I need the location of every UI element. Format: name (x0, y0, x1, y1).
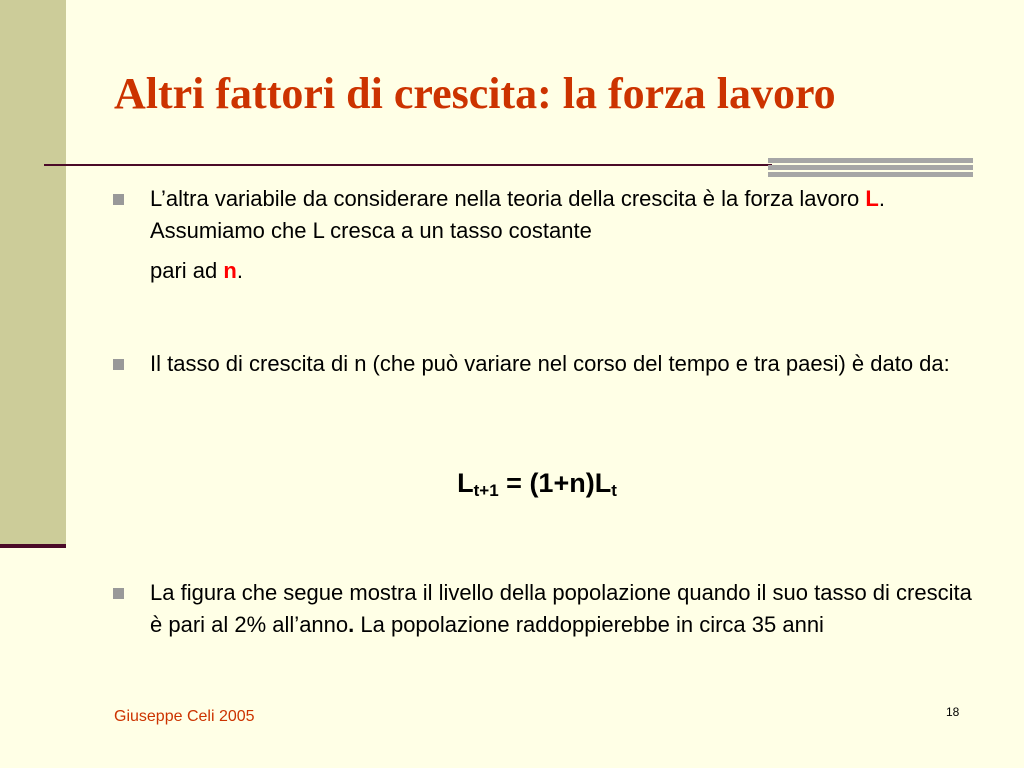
formula-part: L (457, 468, 474, 498)
bullet-population-figure (113, 577, 973, 641)
gray-bar (768, 158, 973, 163)
slide-title: Altri fattori di crescita: la forza lavoro (114, 69, 836, 118)
formula-subscript: t (611, 481, 617, 500)
bullet-text-part: . (348, 612, 355, 637)
bullet-text (150, 183, 973, 287)
bullet-text-part: La popolazione raddoppierebbe in circa 35 anni (354, 612, 824, 637)
formula-part: = (1+n)L (498, 468, 612, 498)
bullet-text-part: . Assumiamo che L cresca a un tasso costante (150, 186, 885, 243)
bullet-text-part: . (236, 258, 243, 283)
bullet-text-part: La figura che segue mostra il livello della popolazione quando il suo tasso di crescita è pari al 2% all’anno (150, 580, 972, 637)
bullet-text (150, 577, 973, 641)
decorative-gray-bars (768, 158, 973, 179)
gray-bar (768, 172, 973, 177)
left-band-edge-line (0, 544, 66, 548)
gray-bar (768, 165, 973, 170)
bullet-text-part: pari ad (150, 258, 224, 283)
highlight-L: L (865, 186, 879, 211)
page-number: 18 (946, 705, 960, 719)
bullet-labor-force (113, 183, 973, 287)
highlight-n: n (223, 258, 237, 283)
square-bullet-icon (113, 588, 124, 599)
left-decorative-band (0, 0, 66, 546)
footer-author: Giuseppe Celi 2005 (114, 708, 255, 725)
bullet-growth-rate (113, 348, 973, 380)
square-bullet-icon (113, 194, 124, 205)
square-bullet-icon (113, 359, 124, 370)
bullet-text: Il tasso di crescita di n (che può variare nel corso del tempo e tra paesi) è dato da: (150, 351, 950, 376)
formula-subscript: t+1 (473, 481, 499, 500)
bullet-text-part: L’altra variabile da considerare nella teoria della crescita è la forza lavoro (150, 186, 866, 211)
growth-formula (0, 468, 1024, 501)
title-divider (44, 164, 772, 166)
